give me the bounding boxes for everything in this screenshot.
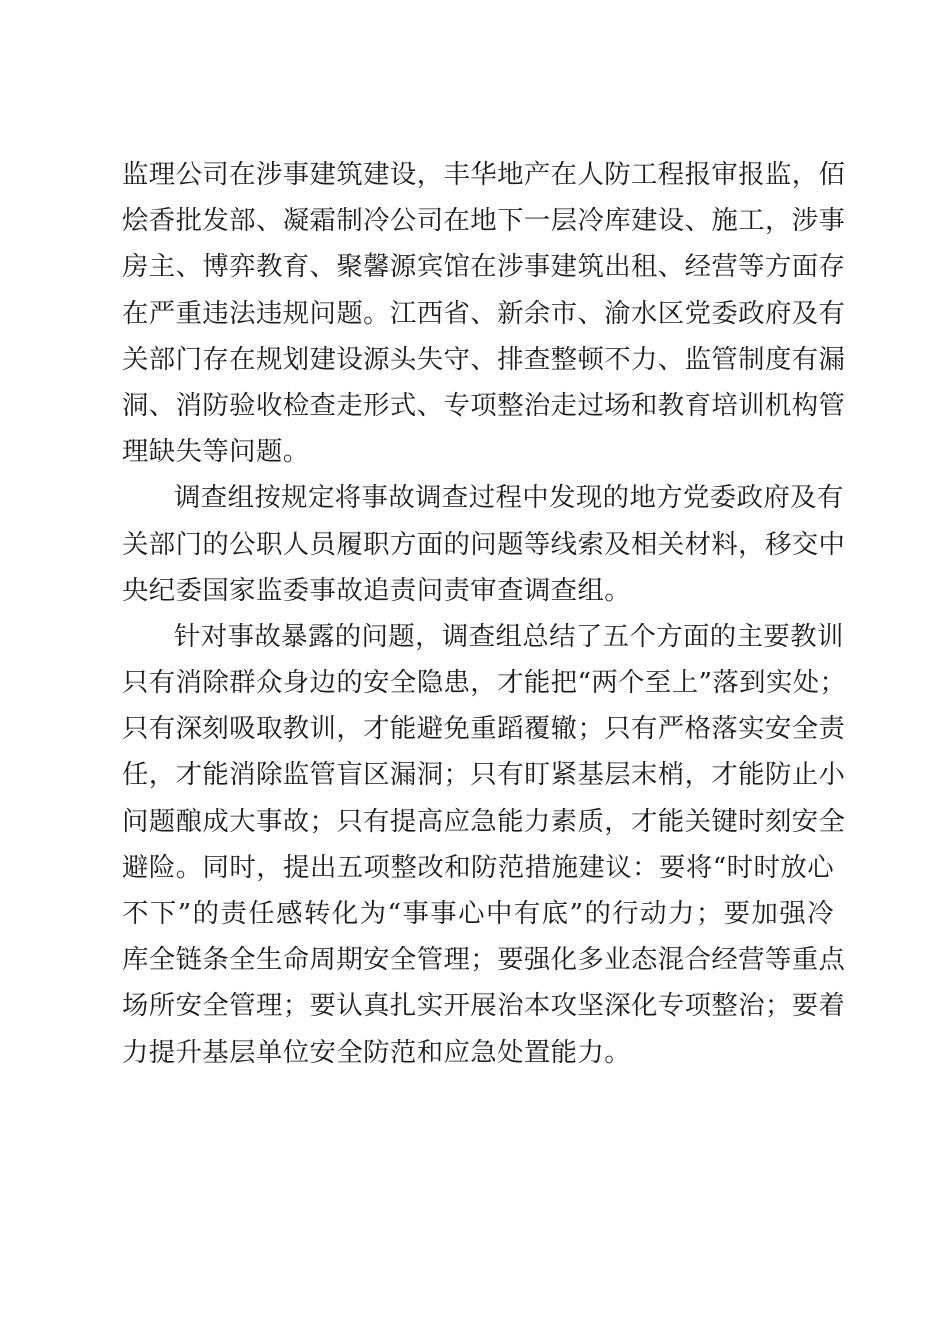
paragraph — [122, 614, 847, 1076]
text-line: 洞、消防验收检查走形式、专项整治走过场和教育培训机构管 — [122, 389, 846, 421]
text-line: 监理公司在涉事建筑建设，丰华地产在人防工程报审报监，佰 — [122, 159, 846, 190]
text-line: 针对事故暴露的问题，调查组总结了五个方面的主要教训 — [174, 620, 844, 652]
document-body — [122, 152, 847, 1076]
text-line: 不下”的责任感转化为“事事心中有底”的行动力；要加强冷 — [122, 898, 834, 929]
text-line: 避险。同时，提出五项整改和防范措施建议：要将“时时放心 — [122, 851, 834, 883]
text-line: 库全链条全生命周期安全管理；要强化多业态混合经营等重点 — [122, 944, 846, 976]
text-line: 房主、博弈教育、聚馨源宾馆在涉事建筑出租、经营等方面存 — [122, 251, 846, 283]
text-line: 场所安全管理；要认真扎实开展治本攻坚深化专项整治；要着 — [122, 990, 846, 1022]
text-line: 烩香批发部、凝霜制冷公司在地下一层冷库建设、施工，涉事 — [122, 205, 846, 237]
text-line: 只有深刻吸取教训，才能避免重蹈覆辙；只有严格落实安全责 — [122, 713, 846, 745]
text-line: 问题酿成大事故；只有提高应急能力素质，才能关键时刻安全 — [122, 805, 846, 837]
text-line: 任，才能消除监管盲区漏洞；只有盯紧基层末梢，才能防止小 — [122, 759, 846, 791]
text-line: 只有消除群众身边的安全隐患，才能把“两个至上”落到实处； — [122, 667, 847, 699]
text-line: 调查组按规定将事故调查过程中发现的地方党委政府及有 — [174, 482, 844, 514]
text-line: 力提升基层单位安全防范和应急处置能力。 — [122, 1036, 632, 1068]
text-line: 关部门的公职人员履职方面的问题等线索及相关材料，移交中 — [122, 528, 846, 560]
text-line: 关部门存在规划建设源头失守、排查整顿不力、监管制度有漏 — [122, 343, 846, 375]
paragraph — [122, 152, 846, 475]
paragraph — [122, 475, 846, 614]
text-line: 央纪委国家监委事故追责问责审查调查组。 — [122, 574, 632, 606]
text-line: 在严重违法违规问题。江西省、新余市、渝水区党委政府及有 — [122, 297, 846, 329]
text-line: 理缺失等问题。 — [122, 436, 310, 468]
